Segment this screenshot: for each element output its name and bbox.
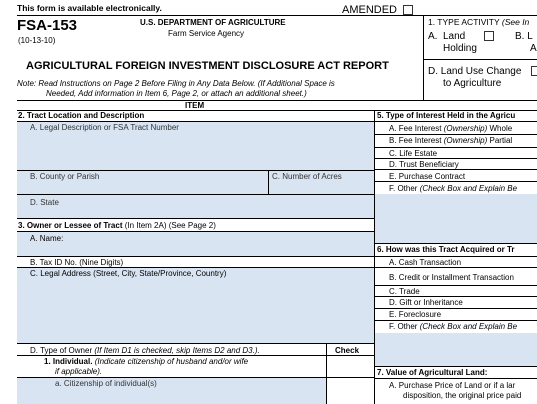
form-note-line-1: Note: Read Instructions on Page 2 Before Filing in Any Data Below. (If Additional Space is: [17, 79, 335, 88]
interest-other[interactable]: F. Other (Check Box and Explain Be: [389, 184, 518, 193]
county-parish-label: B. County or Parish: [30, 172, 100, 181]
department-name: U.S. DEPARTMENT OF AGRICULTURE: [140, 18, 286, 27]
tax-id-label: B. Tax ID No. (Nine Digits): [30, 258, 124, 267]
acquired-cash-transaction[interactable]: A. Cash Transaction: [389, 258, 462, 267]
section-2-title: 2. Tract Location and Description: [18, 111, 145, 120]
interest-other-explanation-field[interactable]: [375, 194, 537, 243]
activity-land-use-change-label-2: to Agriculture: [443, 78, 502, 89]
acquired-trade[interactable]: C. Trade: [389, 287, 420, 296]
section-3-title: 3. Owner or Lessee of Tract (In Item 2A) (See Page 2): [18, 221, 216, 230]
acquired-foreclosure[interactable]: E. Foreclosure: [389, 310, 442, 319]
activity-land-holding-label-2: Holding: [443, 43, 477, 54]
state-label: D. State: [30, 198, 59, 207]
number-of-acres-label: C. Number of Acres: [272, 172, 342, 181]
section-7-title: 7. Value of Agricultural Land:: [377, 368, 488, 377]
legal-description-label: A. Legal Description or FSA Tract Number: [30, 123, 179, 132]
item-column-header: ITEM: [185, 101, 205, 110]
activity-land-use-change-label: D. Land Use Change: [428, 66, 522, 77]
amended-checkbox[interactable]: [403, 5, 413, 15]
form-number: FSA-153: [17, 17, 78, 34]
value-purchase-price-label-2: disposition, the original price paid: [403, 391, 522, 400]
acquired-gift-inheritance[interactable]: D. Gift or Inheritance: [389, 298, 463, 307]
activity-a-letter: A.: [428, 31, 438, 42]
land-use-change-checkbox[interactable]: [531, 66, 537, 76]
type-of-owner-label: D. Type of Owner (If Item D1 is checked, skip Items D2 and D3.).: [30, 346, 260, 355]
legal-address-field[interactable]: [17, 268, 374, 343]
individual-owner-label: 1. Individual. (Indicate citizenship of husband and/or wife: [44, 357, 249, 366]
interest-purchase-contract[interactable]: E. Purchase Contract: [389, 172, 466, 181]
acquired-other-explanation-field[interactable]: [375, 333, 537, 366]
type-activity-title: 1. TYPE ACTIVITY (See In: [428, 17, 530, 27]
form-title: AGRICULTURAL FOREIGN INVESTMENT DISCLOSURE ACT REPORT: [26, 60, 389, 72]
interest-fee-partial[interactable]: B. Fee Interest (Ownership) Partial: [389, 136, 513, 145]
activity-b-label: B. L: [515, 31, 533, 42]
interest-life-estate[interactable]: C. Life Estate: [389, 149, 438, 158]
interest-trust-beneficiary[interactable]: D. Trust Beneficiary: [389, 160, 459, 169]
legal-address-label: C. Legal Address (Street, City, State/Province, Country): [30, 269, 227, 278]
acquired-other[interactable]: F. Other (Check Box and Explain Be: [389, 322, 518, 331]
section-6-title: 6. How was this Tract Acquired or Tr: [377, 245, 515, 254]
amended-label: AMENDED: [342, 4, 398, 16]
check-column-header: Check: [335, 346, 360, 355]
agency-name: Farm Service Agency: [168, 29, 245, 38]
value-purchase-price-label: A. Purchase Price of Land or if a lar: [389, 381, 516, 390]
form-note-line-2: Needed, Add information in Item 6, Page 2, or attach an additional sheet.): [46, 89, 307, 98]
electronic-availability-note: This form is available electronically.: [17, 3, 162, 13]
activity-b-label-2: A: [530, 43, 537, 54]
section-5-title: 5. Type of Interest Held in the Agricu: [377, 111, 516, 120]
owner-name-label: A. Name:: [30, 234, 64, 243]
interest-fee-whole[interactable]: A. Fee Interest (Ownership) Whole: [389, 124, 513, 133]
activity-land-holding-label: Land: [443, 31, 466, 42]
state-field[interactable]: [17, 195, 374, 218]
acquired-credit-installment[interactable]: B. Credit or Installment Transaction: [389, 273, 514, 282]
individual-owner-label-2: if applicable).: [55, 367, 103, 376]
citizenship-label: a. Citizenship of individual(s): [55, 379, 157, 388]
form-revision-date: (10-13-10): [18, 36, 56, 45]
owner-name-field[interactable]: [17, 232, 374, 256]
land-holding-checkbox[interactable]: [484, 31, 494, 41]
